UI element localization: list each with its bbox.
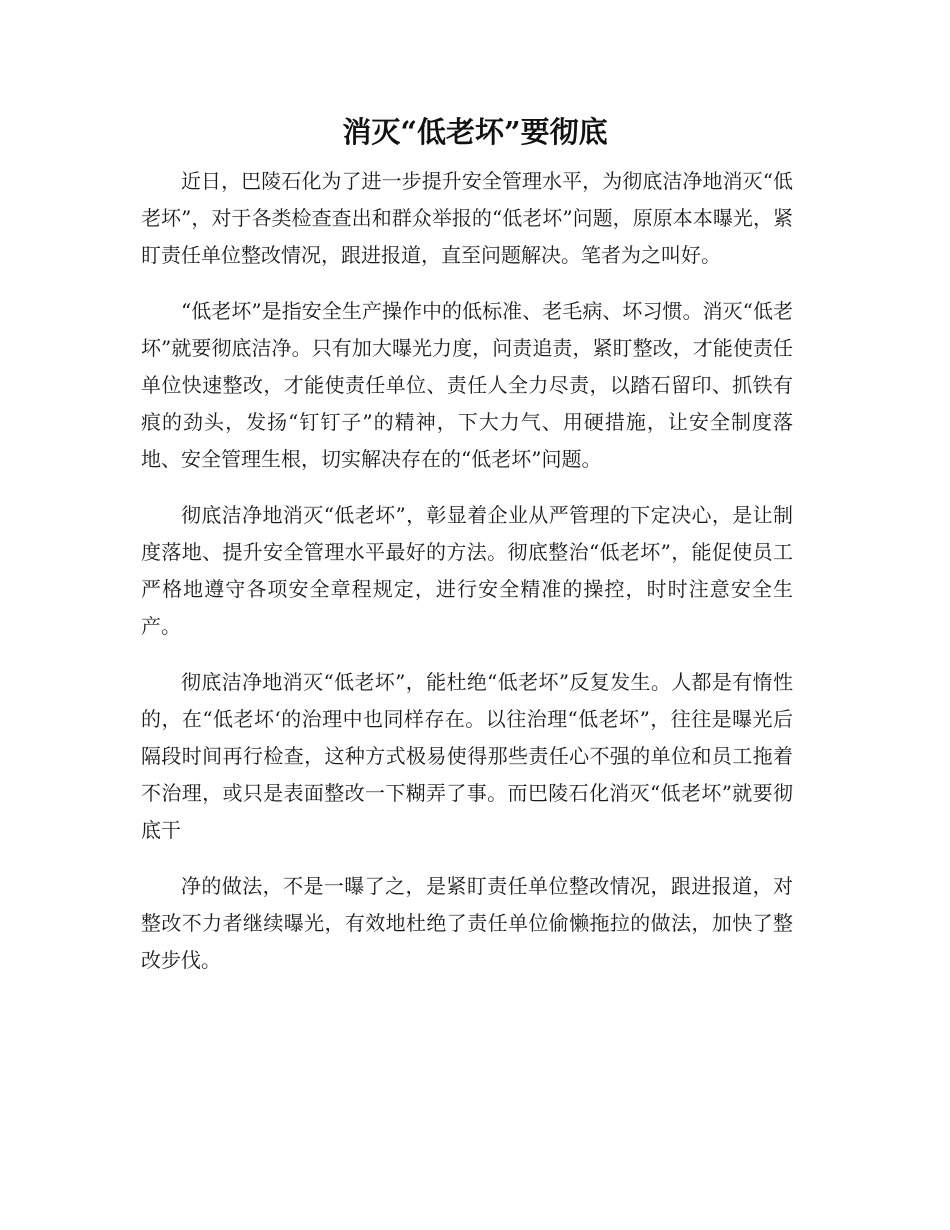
paragraph-2: “低老坏”是指安全生产操作中的低标准、老毛病、坏习惯。消灭“低老坏”就要彻底洁净。只有加大曝光力度，问责追责，紧盯整改，才能使责任单位快速整改，才能使责任单位、责任人全力尽责，以踏石留印、抓铁有痕的劲头，发扬“钉钉子”的精神，下大力气、用硬措施，让安全制度落地、安全管理生根，切实解决存在的“低老坏”问题。 bbox=[141, 299, 793, 471]
document-body bbox=[141, 163, 793, 998]
document-title: 消灭“低老坏”要彻底 bbox=[342, 115, 608, 149]
paragraph-1: 近日，巴陵石化为了进一步提升安全管理水平，为彻底洁净地消灭“低老坏”，对于各类检查查出和群众举报的“低老坏”问题，原原本本曝光，紧盯责任单位整改情况，跟进报道，直至问题解决。笔者为之叫好。 bbox=[141, 169, 793, 267]
paragraph-4: 彻底洁净地消灭“低老坏”，能杜绝“低老坏”反复发生。人都是有惰性的，在“低老坏‘的治理中也同样存在。以往治理“低老坏”，往往是曝光后隔段时间再行检查，这种方式极易使得那些责任心不强的单位和员工拖着不治理，或只是表面整改一下糊弄了事。而巴陵石化消灭“低老坏”就要彻底干 bbox=[141, 670, 793, 842]
paragraph-5: 净的做法，不是一曝了之，是紧盯责任单位整改情况，跟进报道，对整改不力者继续曝光，有效地杜绝了责任单位偷懒拖拉的做法，加快了整改步伐。 bbox=[141, 874, 793, 972]
paragraph-3: 彻底洁净地消灭“低老坏”，彰显着企业从严管理的下定决心，是让制度落地、提升安全管理水平最好的方法。彻底整治“低老坏”，能促使员工严格地遵守各项安全章程规定，进行安全精准的操控，时时注意安全生产。 bbox=[141, 503, 793, 638]
